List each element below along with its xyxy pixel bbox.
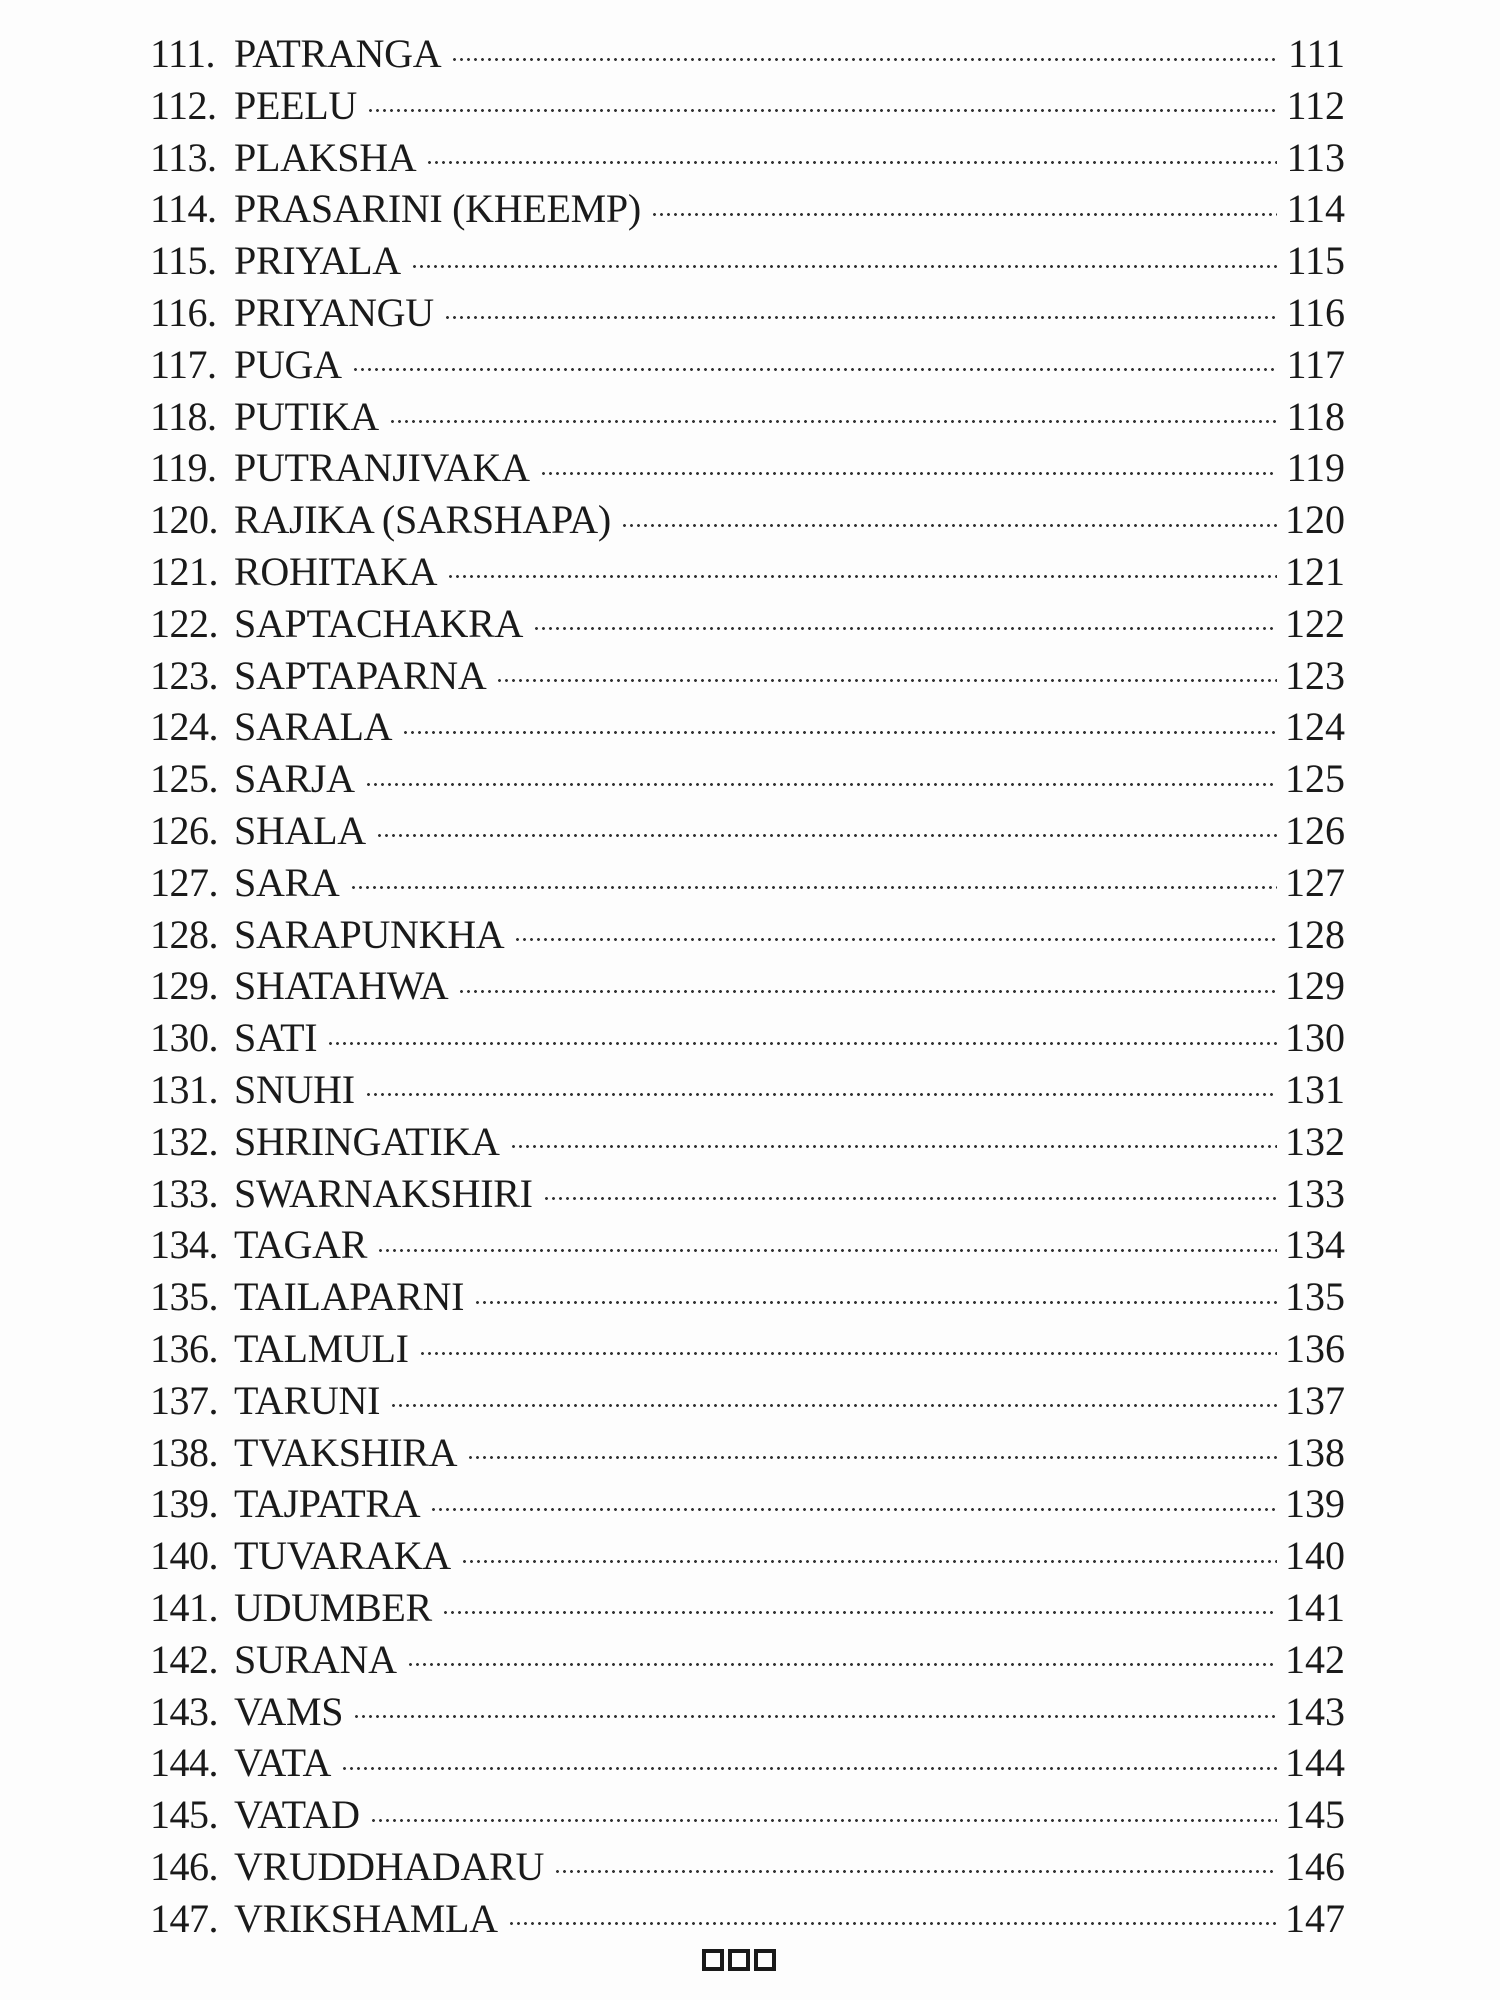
entry-title: PUTIKA xyxy=(234,393,379,439)
entry-page-number: 125 xyxy=(1285,756,1345,802)
entry-title: PUGA xyxy=(234,341,342,387)
entry-number: 126. xyxy=(150,807,218,853)
entry-title: PRIYALA xyxy=(234,238,401,284)
toc-entry xyxy=(150,1582,1345,1634)
entry-page-number: 116 xyxy=(1286,289,1345,335)
entry-page-number: 139 xyxy=(1285,1481,1345,1527)
toc-entry xyxy=(150,1168,1345,1220)
dot-leader xyxy=(621,519,1277,531)
entry-number: 145. xyxy=(150,1792,218,1838)
toc-entry xyxy=(150,235,1345,287)
dot-leader xyxy=(442,1607,1277,1619)
entry-page-number: 117 xyxy=(1286,341,1345,387)
entry-page-number: 111 xyxy=(1287,31,1345,76)
entry-number: 112. xyxy=(150,82,217,128)
entry-page-number: 114 xyxy=(1286,186,1345,232)
dot-leader xyxy=(390,1400,1277,1412)
entry-page-number: 140 xyxy=(1285,1533,1345,1579)
toc-entry xyxy=(150,1789,1345,1841)
entry-title: PLAKSHA xyxy=(234,134,417,180)
entry-page-number: 112 xyxy=(1286,82,1345,128)
entry-title: SURANA xyxy=(234,1636,397,1682)
dot-leader xyxy=(367,105,1277,117)
entry-page-number: 134 xyxy=(1285,1222,1345,1268)
toc-entry xyxy=(150,1219,1345,1271)
dot-leader xyxy=(474,1296,1277,1308)
entry-number: 134. xyxy=(150,1222,218,1268)
entry-number: 116. xyxy=(150,289,217,335)
dot-leader xyxy=(426,157,1277,169)
entry-page-number: 136 xyxy=(1285,1325,1345,1371)
entry-page-number: 141 xyxy=(1285,1584,1345,1630)
entry-number: 120. xyxy=(150,497,218,543)
entry-page-number: 146 xyxy=(1285,1843,1345,1889)
entry-page-number: 120 xyxy=(1285,497,1345,543)
entry-number: 144. xyxy=(150,1740,218,1786)
entry-page-number: 130 xyxy=(1285,1015,1345,1061)
square-icon xyxy=(728,1949,750,1971)
entry-title: RAJIKA (SARSHAPA) xyxy=(234,497,611,543)
entry-title: SHALA xyxy=(234,807,366,853)
toc-entry xyxy=(150,909,1345,961)
entry-page-number: 133 xyxy=(1285,1170,1345,1216)
toc-entry xyxy=(150,28,1345,80)
entry-number: 123. xyxy=(150,652,218,698)
entry-page-number: 126 xyxy=(1285,807,1345,853)
entry-page-number: 135 xyxy=(1285,1274,1345,1320)
entry-number: 135. xyxy=(150,1274,218,1320)
toc-entry xyxy=(150,1634,1345,1686)
dot-leader xyxy=(533,623,1277,635)
entry-number: 142. xyxy=(150,1636,218,1682)
entry-page-number: 142 xyxy=(1285,1636,1345,1682)
entry-number: 147. xyxy=(150,1895,218,1941)
toc-entry xyxy=(150,598,1345,650)
toc-entry xyxy=(150,494,1345,546)
entry-title: PRASARINI (KHEEMP) xyxy=(234,186,641,232)
entry-title: SHRINGATIKA xyxy=(234,1118,500,1164)
toc-entry xyxy=(150,1375,1345,1427)
entry-title: SARA xyxy=(234,859,340,905)
square-icon xyxy=(754,1949,776,1971)
entry-title: ROHITAKA xyxy=(234,548,438,594)
entry-title: SNUHI xyxy=(234,1066,355,1112)
entry-number: 139. xyxy=(150,1481,218,1527)
entry-page-number: 131 xyxy=(1285,1066,1345,1112)
entry-page-number: 123 xyxy=(1285,652,1345,698)
entry-number: 119. xyxy=(150,445,217,491)
entry-title: SATI xyxy=(234,1015,318,1061)
dot-leader xyxy=(543,1193,1277,1205)
entry-page-number: 127 xyxy=(1285,859,1345,905)
toc-entry xyxy=(150,339,1345,391)
dot-leader xyxy=(508,1918,1277,1930)
toc-entry xyxy=(150,1530,1345,1582)
entry-title: SAPTACHAKRA xyxy=(234,600,524,646)
dot-leader xyxy=(341,1762,1277,1774)
entry-number: 130. xyxy=(150,1015,218,1061)
entry-title: TAGAR xyxy=(234,1222,368,1268)
entry-number: 127. xyxy=(150,859,218,905)
toc-entry xyxy=(150,960,1345,1012)
entry-number: 125. xyxy=(150,756,218,802)
toc-entry xyxy=(150,1116,1345,1168)
toc-entry xyxy=(150,1478,1345,1530)
dot-leader xyxy=(461,1555,1277,1567)
entry-number: 137. xyxy=(150,1377,218,1423)
entry-page-number: 143 xyxy=(1285,1688,1345,1734)
entry-number: 140. xyxy=(150,1533,218,1579)
dot-leader xyxy=(353,1711,1277,1723)
entry-title: VAMS xyxy=(234,1688,344,1734)
toc-entry xyxy=(150,701,1345,753)
entry-page-number: 132 xyxy=(1285,1118,1345,1164)
dot-leader xyxy=(458,985,1277,997)
entry-number: 118. xyxy=(150,393,217,439)
entry-title: SHATAHWA xyxy=(234,963,449,1009)
entry-title: SARJA xyxy=(234,756,355,802)
entry-title: PUTRANJIVAKA xyxy=(234,445,530,491)
dot-leader xyxy=(377,1244,1277,1256)
toc-entry xyxy=(150,287,1345,339)
end-of-section-icon xyxy=(702,1949,776,1971)
entry-number: 115. xyxy=(150,238,217,284)
table-of-contents xyxy=(150,28,1345,1944)
dot-leader xyxy=(447,571,1277,583)
entry-number: 128. xyxy=(150,911,218,957)
dot-leader xyxy=(451,53,1277,65)
dot-leader xyxy=(554,1866,1277,1878)
dot-leader xyxy=(376,830,1277,842)
entry-number: 138. xyxy=(150,1429,218,1475)
dot-leader xyxy=(389,416,1277,428)
dot-leader xyxy=(407,1659,1277,1671)
toc-entry xyxy=(150,1271,1345,1323)
entry-title: TVAKSHIRA xyxy=(234,1429,458,1475)
toc-entry xyxy=(150,1427,1345,1479)
dot-leader xyxy=(540,467,1277,479)
entry-title: VRIKSHAMLA xyxy=(234,1895,498,1941)
dot-leader xyxy=(365,1089,1277,1101)
entry-number: 129. xyxy=(150,963,218,1009)
entry-number: 146. xyxy=(150,1843,218,1889)
entry-title: TAJPATRA xyxy=(234,1481,421,1527)
entry-page-number: 147 xyxy=(1285,1895,1345,1941)
toc-entry xyxy=(150,857,1345,909)
entry-number: 133. xyxy=(150,1170,218,1216)
dot-leader xyxy=(430,1503,1277,1515)
entry-number: 122. xyxy=(150,600,218,646)
entry-page-number: 137 xyxy=(1285,1377,1345,1423)
dot-leader xyxy=(365,778,1277,790)
dot-leader xyxy=(370,1814,1277,1826)
entry-number: 141. xyxy=(150,1584,218,1630)
entry-page-number: 145 xyxy=(1285,1792,1345,1838)
entry-title: SWARNAKSHIRI xyxy=(234,1170,533,1216)
entry-title: SARALA xyxy=(234,704,393,750)
toc-entry xyxy=(150,1064,1345,1116)
toc-entry xyxy=(150,391,1345,443)
entry-title: VATAD xyxy=(234,1792,360,1838)
entry-page-number: 118 xyxy=(1286,393,1345,439)
entry-title: VATA xyxy=(234,1740,332,1786)
entry-title: UDUMBER xyxy=(234,1584,432,1630)
entry-page-number: 121 xyxy=(1285,548,1345,594)
entry-number: 114. xyxy=(150,186,217,232)
toc-entry xyxy=(150,132,1345,184)
dot-leader xyxy=(352,364,1277,376)
entry-page-number: 129 xyxy=(1285,963,1345,1009)
dot-leader xyxy=(444,312,1277,324)
dot-leader xyxy=(651,208,1277,220)
entry-title: VRUDDHADARU xyxy=(234,1843,545,1889)
entry-title: PEELU xyxy=(234,82,357,128)
toc-entry xyxy=(150,442,1345,494)
dot-leader xyxy=(402,726,1277,738)
entry-number: 111. xyxy=(150,31,216,76)
toc-entry xyxy=(150,1737,1345,1789)
entry-page-number: 122 xyxy=(1285,600,1345,646)
dot-leader xyxy=(510,1141,1277,1153)
entry-title: TAILAPARNI xyxy=(234,1274,465,1320)
dot-leader xyxy=(411,260,1277,272)
entry-number: 131. xyxy=(150,1066,218,1112)
entry-title: SARAPUNKHA xyxy=(234,911,505,957)
toc-entry xyxy=(150,805,1345,857)
entry-number: 117. xyxy=(150,341,217,387)
toc-entry xyxy=(150,183,1345,235)
dot-leader xyxy=(419,1348,1277,1360)
entry-number: 124. xyxy=(150,704,218,750)
dot-leader xyxy=(327,1037,1277,1049)
entry-title: TALMULI xyxy=(234,1325,409,1371)
entry-page-number: 124 xyxy=(1285,704,1345,750)
toc-entry xyxy=(150,650,1345,702)
toc-entry xyxy=(150,1686,1345,1738)
toc-entry xyxy=(150,1841,1345,1893)
dot-leader xyxy=(496,675,1277,687)
toc-entry xyxy=(150,1893,1345,1945)
entry-title: SAPTAPARNA xyxy=(234,652,487,698)
dot-leader xyxy=(467,1452,1277,1464)
entry-title: PRIYANGU xyxy=(234,289,434,335)
toc-entry xyxy=(150,753,1345,805)
dot-leader xyxy=(514,934,1277,946)
toc-entry xyxy=(150,1323,1345,1375)
toc-entry xyxy=(150,1012,1345,1064)
toc-entry xyxy=(150,80,1345,132)
entry-page-number: 144 xyxy=(1285,1740,1345,1786)
entry-page-number: 115 xyxy=(1286,238,1345,284)
entry-page-number: 119 xyxy=(1286,445,1345,491)
entry-number: 136. xyxy=(150,1325,218,1371)
entry-number: 113. xyxy=(150,134,217,180)
entry-number: 121. xyxy=(150,548,218,594)
entry-title: PATRANGA xyxy=(234,31,442,76)
entry-number: 132. xyxy=(150,1118,218,1164)
entry-page-number: 113 xyxy=(1286,134,1345,180)
entry-page-number: 128 xyxy=(1285,911,1345,957)
toc-entry xyxy=(150,546,1345,598)
entry-page-number: 138 xyxy=(1285,1429,1345,1475)
entry-title: TUVARAKA xyxy=(234,1533,451,1579)
entry-number: 143. xyxy=(150,1688,218,1734)
entry-title: TARUNI xyxy=(234,1377,381,1423)
square-icon xyxy=(702,1949,724,1971)
dot-leader xyxy=(350,882,1278,894)
